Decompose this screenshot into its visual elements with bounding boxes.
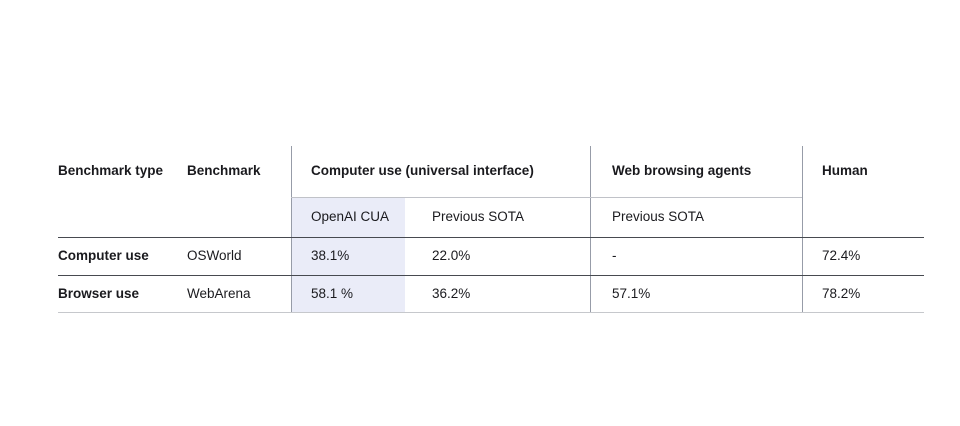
empty-cell [802,197,924,237]
divider-vertical-computer-use [291,146,292,313]
cell-webarena-openai-cua: 58.1 % [311,285,354,301]
cell-webarena-human: 78.2% [822,285,861,301]
cell-benchmark-osworld: OSWorld [187,247,242,263]
divider-row [58,275,924,276]
divider-vertical-web-browsing [590,146,591,313]
row-label-computer-use: Computer use [58,247,149,263]
benchmark-table-grid [58,146,924,313]
benchmark-table [58,146,924,313]
cell-osworld-previous-sota-web: - [612,247,617,263]
cell-webarena-previous-sota-computer: 36.2% [432,285,471,301]
row-label-browser-use: Browser use [58,285,140,301]
cell-osworld-human: 72.4% [822,247,861,263]
column-header-benchmark-type: Benchmark type [58,163,164,179]
divider-vertical-human [802,146,803,313]
cell-osworld-openai-cua: 38.1% [311,247,350,263]
divider-table-bottom [58,312,924,313]
group-header-computer-use: Computer use (universal interface) [311,163,534,179]
column-header-human: Human [822,163,868,179]
subheader-openai-cua: OpenAI CUA [311,208,390,224]
subheader-previous-sota-computer: Previous SOTA [432,208,525,224]
cell-webarena-previous-sota-web: 57.1% [612,285,651,301]
divider-header-bottom [58,237,924,238]
column-header-benchmark: Benchmark [187,163,261,179]
empty-cell [187,197,291,237]
group-header-web-browsing-agents: Web browsing agents [612,163,752,179]
divider-subheader [291,197,802,198]
subheader-previous-sota-web: Previous SOTA [612,208,705,224]
empty-cell [58,197,187,237]
cell-benchmark-webarena: WebArena [187,285,251,301]
cell-osworld-previous-sota-computer: 22.0% [432,247,471,263]
